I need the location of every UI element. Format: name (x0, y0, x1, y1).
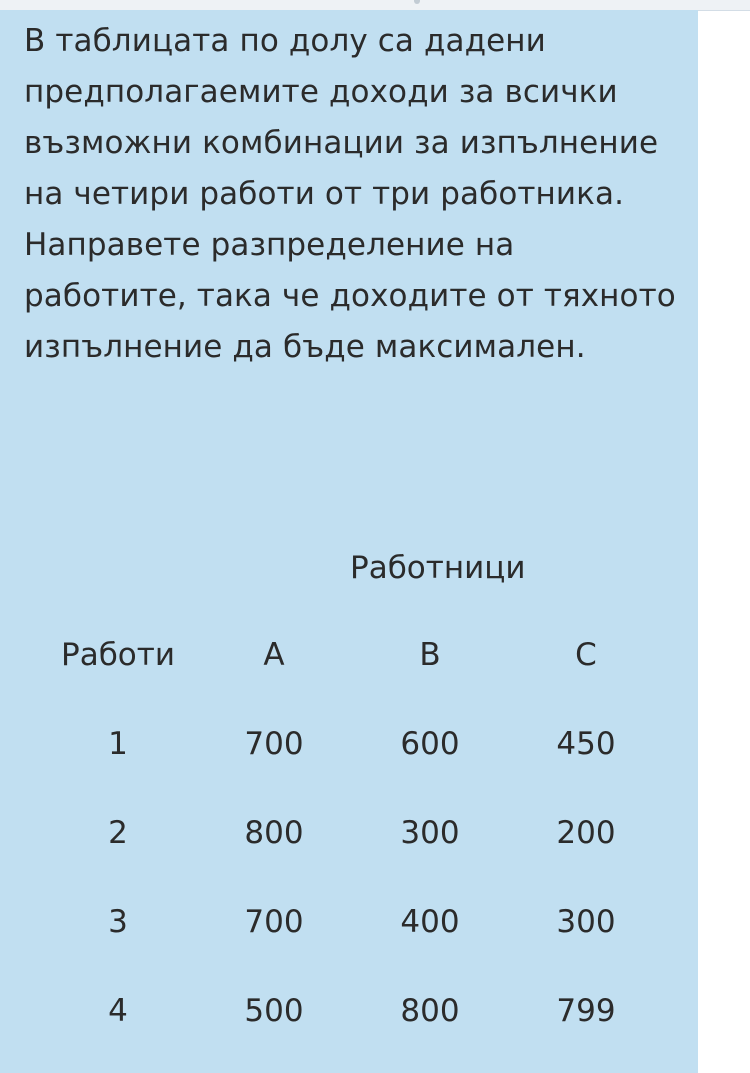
workers-header: Работници (350, 550, 526, 586)
column-header: B (419, 636, 441, 673)
table-cell: 800 (244, 814, 304, 851)
table-cell: 400 (400, 903, 460, 940)
job-number: 3 (108, 903, 128, 940)
table-row (40, 877, 664, 966)
table-cell: 200 (556, 814, 616, 851)
table-row (40, 966, 664, 1055)
job-number: 2 (108, 814, 128, 851)
jobs-header: Работи (61, 636, 175, 673)
table-cell: 799 (556, 992, 616, 1029)
table-cell: 800 (400, 992, 460, 1029)
job-number: 1 (108, 725, 128, 762)
column-header: A (263, 636, 285, 673)
question-text: В таблицата по долу са дадени предполагаемите доходи за всички възможни комбинации за изпълнение на четири работи от три работника. Направете разпределение на работите, така че доходите от тяхното изпълнение да бъде максимален. (24, 23, 676, 365)
column-header: C (575, 636, 597, 673)
income-table (40, 610, 664, 1055)
table-cell: 700 (244, 725, 304, 762)
table-cell: 300 (400, 814, 460, 851)
table-cell: 450 (556, 725, 616, 762)
table-row (40, 699, 664, 788)
table-cell: 600 (400, 725, 460, 762)
table-header-row (40, 610, 664, 699)
table-row (40, 788, 664, 877)
question-card (0, 10, 698, 1073)
table-cell: 700 (244, 903, 304, 940)
job-number: 4 (108, 992, 128, 1029)
table-cell: 500 (244, 992, 304, 1029)
table-cell: 300 (556, 903, 616, 940)
caret-icon (414, 0, 420, 4)
